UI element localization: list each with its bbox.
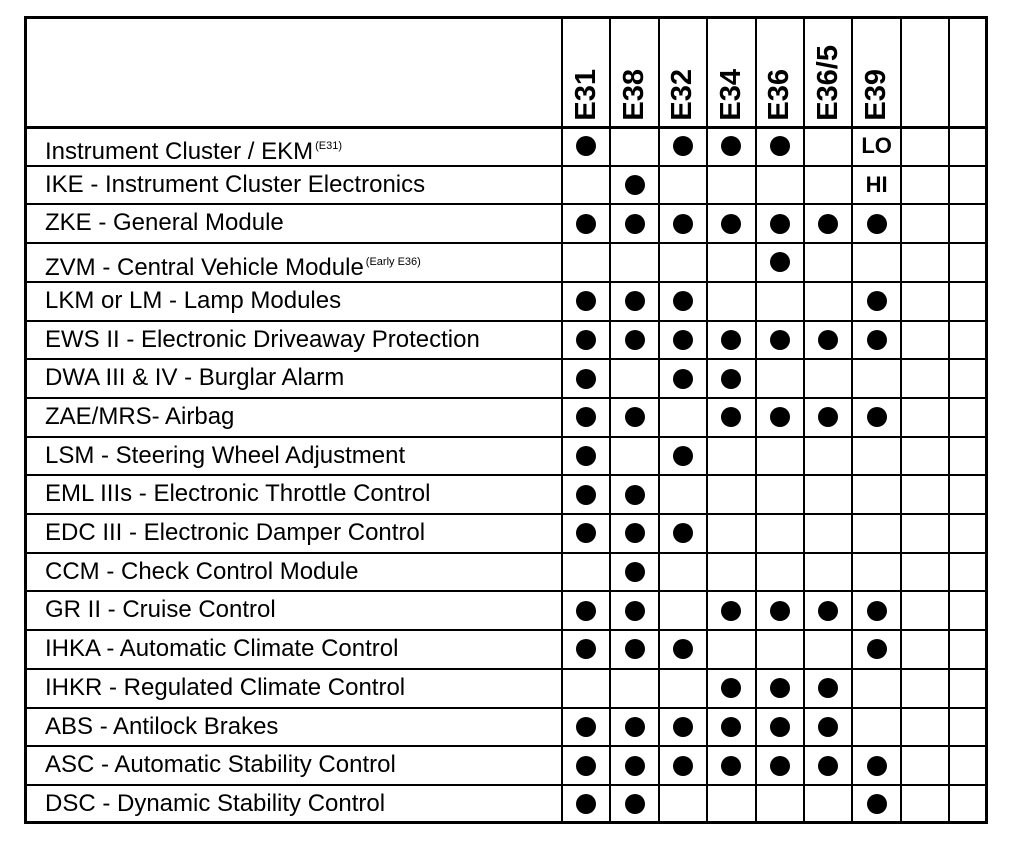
- column-divider: [948, 19, 950, 821]
- row-label: [45, 475, 430, 513]
- cell-text-mark: LO: [861, 133, 892, 158]
- fitted-dot: [576, 601, 596, 621]
- fitted-dot: [770, 601, 790, 621]
- column-header-label: E36/5: [811, 45, 844, 121]
- row-label-superscript: (E31): [315, 140, 342, 152]
- row-label: [45, 243, 421, 281]
- fitted-dot: [576, 485, 596, 505]
- column-divider: [755, 19, 757, 821]
- fitted-dot: [673, 369, 693, 389]
- fitted-dot: [867, 756, 887, 776]
- row-label-text: LSM - Steering Wheel Adjustment: [45, 441, 406, 469]
- fitted-dot: [625, 601, 645, 621]
- fitted-dot: [770, 407, 790, 427]
- column-header: [562, 19, 610, 127]
- row-label: [45, 746, 396, 784]
- fitted-dot: [770, 136, 790, 156]
- fitted-dot: [770, 678, 790, 698]
- row-label: [45, 591, 276, 629]
- fitted-dot: [625, 485, 645, 505]
- fitted-dot: [770, 717, 790, 737]
- row-label: [45, 785, 385, 823]
- fitted-dot: [673, 446, 693, 466]
- column-header-label: E38: [618, 69, 651, 121]
- fitted-dot: [867, 794, 887, 814]
- row-label-text: EWS II - Electronic Driveaway Protection: [45, 325, 480, 353]
- row-label-text: ZAE/MRS- Airbag: [45, 402, 235, 430]
- fitted-dot: [867, 214, 887, 234]
- fitted-dot: [721, 717, 741, 737]
- fitted-dot: [576, 291, 596, 311]
- fitted-dot: [721, 330, 741, 350]
- fitted-dot: [576, 756, 596, 776]
- row-label-text: GR II - Cruise Control: [45, 596, 276, 624]
- fitted-dot: [721, 369, 741, 389]
- column-divider: [561, 19, 563, 821]
- fitted-dot: [867, 291, 887, 311]
- fitted-dot: [867, 601, 887, 621]
- column-header: [852, 19, 900, 127]
- fitted-dot: [770, 756, 790, 776]
- module-compatibility-table: [24, 16, 988, 824]
- row-label-text: ZVM - Central Vehicle Module: [45, 254, 364, 282]
- fitted-dot: [770, 252, 790, 272]
- fitted-dot: [818, 330, 838, 350]
- column-header-label: E34: [714, 69, 747, 121]
- fitted-dot: [625, 523, 645, 543]
- row-label: [45, 514, 425, 552]
- column-header: [610, 19, 658, 127]
- fitted-dot: [673, 330, 693, 350]
- fitted-dot: [625, 756, 645, 776]
- row-label-superscript: (Early E36): [365, 256, 421, 269]
- row-label-text: LKM or LM - Lamp Modules: [45, 286, 342, 314]
- fitted-dot: [625, 175, 645, 195]
- row-label: [45, 398, 234, 436]
- fitted-dot: [576, 330, 596, 350]
- fitted-dot: [673, 523, 693, 543]
- column-divider: [658, 19, 660, 821]
- cell-text-mark: HI: [865, 171, 888, 197]
- column-divider: [706, 19, 708, 821]
- column-header-label: E31: [569, 69, 602, 121]
- row-label-text: Instrument Cluster / EKM: [45, 138, 314, 165]
- column-header: [756, 19, 804, 127]
- fitted-dot: [576, 214, 596, 234]
- fitted-dot: [818, 756, 838, 776]
- fitted-dot: [576, 794, 596, 814]
- fitted-dot: [673, 639, 693, 659]
- fitted-dot: [625, 562, 645, 582]
- fitted-dot: [673, 756, 693, 776]
- row-label-text: IKE - Instrument Cluster Electronics: [45, 170, 426, 198]
- fitted-dot: [721, 407, 741, 427]
- fitted-dot: [576, 136, 596, 156]
- row-label-text: ZKE - General Module: [45, 209, 284, 237]
- row-label: [45, 166, 425, 204]
- row-label-text: DWA III & IV - Burglar Alarm: [45, 364, 345, 392]
- column-header-label: E39: [860, 69, 893, 121]
- fitted-dot: [625, 330, 645, 350]
- column-divider: [803, 19, 805, 821]
- fitted-dot: [625, 794, 645, 814]
- row-label: [45, 321, 480, 359]
- fitted-dot: [576, 407, 596, 427]
- column-header: [707, 19, 755, 127]
- row-label-text: IHKA - Automatic Climate Control: [45, 635, 399, 663]
- row-label: [45, 708, 278, 746]
- row-label-text: DSC - Dynamic Stability Control: [45, 789, 386, 817]
- fitted-dot: [625, 291, 645, 311]
- fitted-dot: [576, 446, 596, 466]
- fitted-dot: [625, 639, 645, 659]
- row-label: [45, 127, 342, 165]
- row-label-text: ABS - Antilock Brakes: [45, 712, 279, 740]
- fitted-dot: [673, 214, 693, 234]
- fitted-dot: [818, 717, 838, 737]
- row-label-text: CCM - Check Control Module: [45, 557, 359, 585]
- row-label-text: EML IIIs - Electronic Throttle Control: [45, 480, 431, 508]
- row-label-text: EDC III - Electronic Damper Control: [45, 519, 426, 546]
- fitted-dot: [867, 330, 887, 350]
- column-header: [804, 19, 852, 127]
- fitted-dot: [818, 678, 838, 698]
- row-label: [45, 282, 341, 320]
- fitted-dot: [625, 214, 645, 234]
- fitted-dot: [576, 523, 596, 543]
- fitted-dot: [625, 717, 645, 737]
- fitted-dot: [818, 214, 838, 234]
- column-header: [901, 19, 949, 127]
- fitted-dot: [673, 717, 693, 737]
- row-label: [45, 553, 358, 591]
- fitted-dot: [625, 407, 645, 427]
- column-header: [659, 19, 707, 127]
- fitted-dot: [576, 639, 596, 659]
- column-header-label: E36: [763, 69, 796, 121]
- row-label: [45, 630, 398, 668]
- fitted-dot: [721, 756, 741, 776]
- fitted-dot: [867, 407, 887, 427]
- fitted-dot: [721, 601, 741, 621]
- fitted-dot: [818, 407, 838, 427]
- column-header-label: E32: [666, 69, 699, 121]
- column-header: [949, 19, 997, 127]
- fitted-dot: [721, 678, 741, 698]
- fitted-dot: [721, 214, 741, 234]
- row-label: [45, 204, 284, 242]
- fitted-dot: [576, 717, 596, 737]
- row-label-text: ASC - Automatic Stability Control: [45, 751, 396, 779]
- row-label: [45, 669, 405, 707]
- row-label: [45, 437, 405, 475]
- row-label: [45, 359, 344, 397]
- fitted-dot: [576, 369, 596, 389]
- row-label-text: IHKR - Regulated Climate Control: [45, 673, 406, 701]
- fitted-dot: [721, 136, 741, 156]
- fitted-dot: [770, 330, 790, 350]
- column-divider: [609, 19, 611, 821]
- fitted-dot: [867, 639, 887, 659]
- fitted-dot: [770, 214, 790, 234]
- fitted-dot: [673, 136, 693, 156]
- fitted-dot: [673, 291, 693, 311]
- fitted-dot: [818, 601, 838, 621]
